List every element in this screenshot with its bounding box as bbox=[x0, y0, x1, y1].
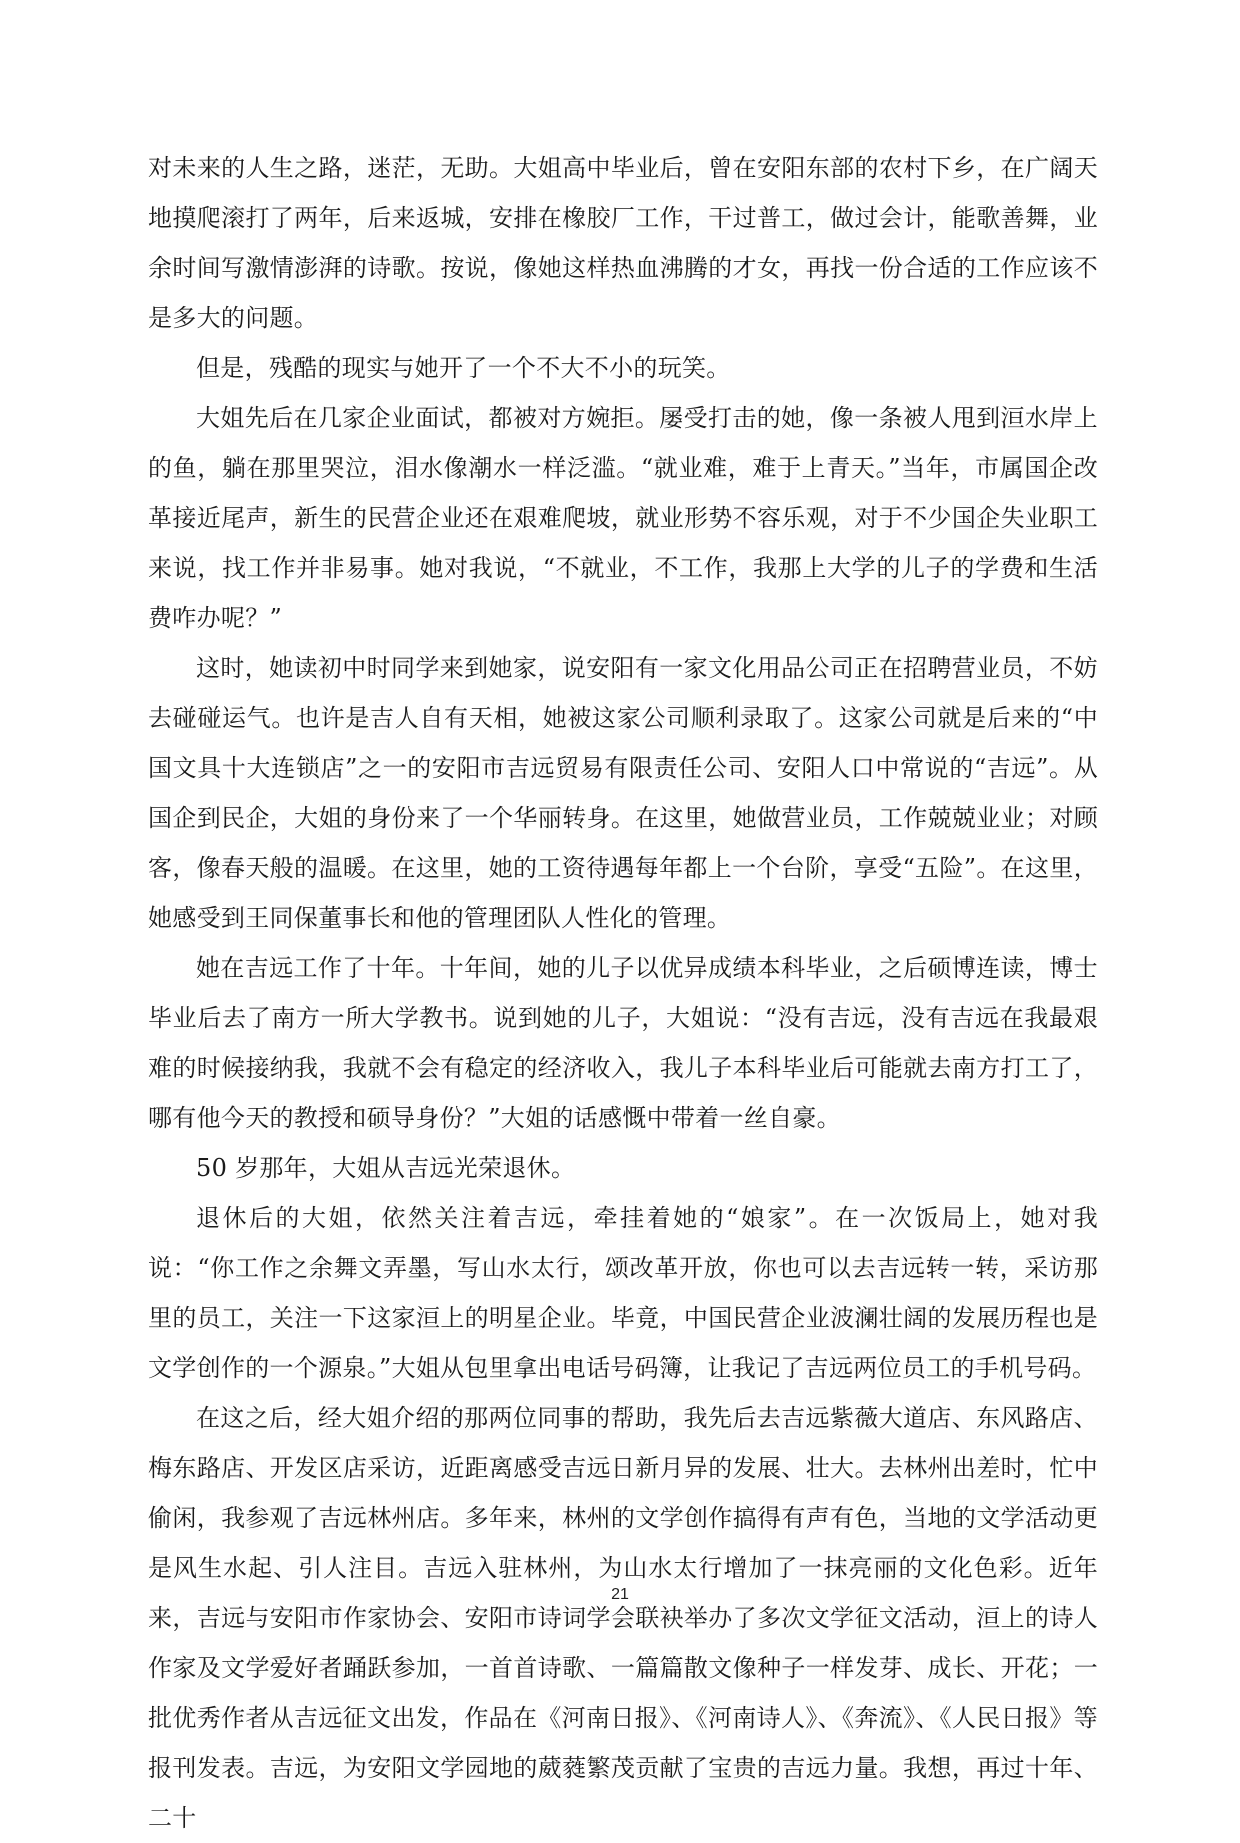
paragraph-continued: 对未来的人生之路，迷茫，无助。大姐高中毕业后，曾在安阳东部的农村下乡，在广阔天地摸爬滚打了两年，后来返城，安排在橡胶厂工作，干过普工，做过会计，能歌善舞，业余时间写激情澎湃的诗歌。按说，像她这样热血沸腾的才女，再找一份合适的工作应该不是多大的问题。 bbox=[148, 154, 1098, 332]
paragraph: 但是，残酷的现实与她开了一个不大不小的玩笑。 bbox=[196, 354, 731, 382]
paragraph: 这时，她读初中时同学来到她家，说安阳有一家文化用品公司正在招聘营业员，不妨去碰碰运气。也许是吉人自有天相，她被这家公司顺利录取了。这家公司就是后来的“中国文具十大连锁店”之一的安阳市吉远贸易有限责任公司、安阳人口中常说的“吉远”。从国企到民企，大姐的身份来了一个华丽转身。在这里，她做营业员，工作兢兢业业；对顾客，像春天般的温暖。在这里，她的工资待遇每年都上一个台阶，享受“五险”。在这里，她感受到王同保董事长和他的管理团队人性化的管理。 bbox=[148, 654, 1098, 932]
page-number: 21 bbox=[611, 1586, 629, 1603]
paragraph: 大姐先后在几家企业面试，都被对方婉拒。屡受打击的她，像一条被人甩到洹水岸上的鱼，躺在那里哭泣，泪水像潮水一样泛滥。“就业难，难于上青天。”当年，市属国企改革接近尾声，新生的民营企业还在艰难爬坡，就业形势不容乐观，对于不少国企失业职工来说，找工作并非易事。她对我说，“不就业，不工作，我那上大学的儿子的学费和生活费咋办呢？” bbox=[148, 404, 1098, 632]
paragraph: 在这之后，经大姐介绍的那两位同事的帮助，我先后去吉远紫薇大道店、东风路店、梅东路店、开发区店采访，近距离感受吉远日新月异的发展、壮大。去林州出差时，忙中偷闲，我参观了吉远林州店。多年来，林州的文学创作搞得有声有色，当地的文学活动更是风生水起、引人注目。吉远入驻林州，为山水太行增加了一抹亮丽的文化色彩。近年来，吉远与安阳市作家协会、安阳市诗词学会联袂举办了多次文学征文活动，洹上的诗人作家及文学爱好者踊跃参加，一首首诗歌、一篇篇散文像种子一样发芽、成长、开花；一批优秀作者从吉远征文出发，作品在《河南日报》、《河南诗人》、《奔流》、《人民日报》等报刊发表。吉远，为安阳文学园地的葳蕤繁茂贡献了宝贵的吉远力量。我想，再过十年、二十 bbox=[148, 1404, 1098, 1832]
paragraph: 50 岁那年，大姐从吉远光荣退休。 bbox=[196, 1154, 576, 1182]
paragraph: 她在吉远工作了十年。十年间，她的儿子以优异成绩本科毕业，之后硕博连读，博士毕业后去了南方一所大学教书。说到她的儿子，大姐说：“没有吉远，没有吉远在我最艰难的时候接纳我，我就不会有稳定的经济收入，我儿子本科毕业后可能就去南方打工了，哪有他今天的教授和硕导身份？”大姐的话感慨中带着一丝自豪。 bbox=[148, 954, 1098, 1132]
paragraph: 退休后的大姐，依然关注着吉远，牵挂着她的“娘家”。在一次饭局上，她对我说：“你工作之余舞文弄墨，写山水太行，颂改革开放，你也可以去吉远转一转，采访那里的员工，关注一下这家洹上的明星企业。毕竟，中国民营企业波澜壮阔的发展历程也是文学创作的一个源泉。”大姐从包里拿出电话号码簿，让我记了吉远两位员工的手机号码。 bbox=[148, 1204, 1098, 1382]
